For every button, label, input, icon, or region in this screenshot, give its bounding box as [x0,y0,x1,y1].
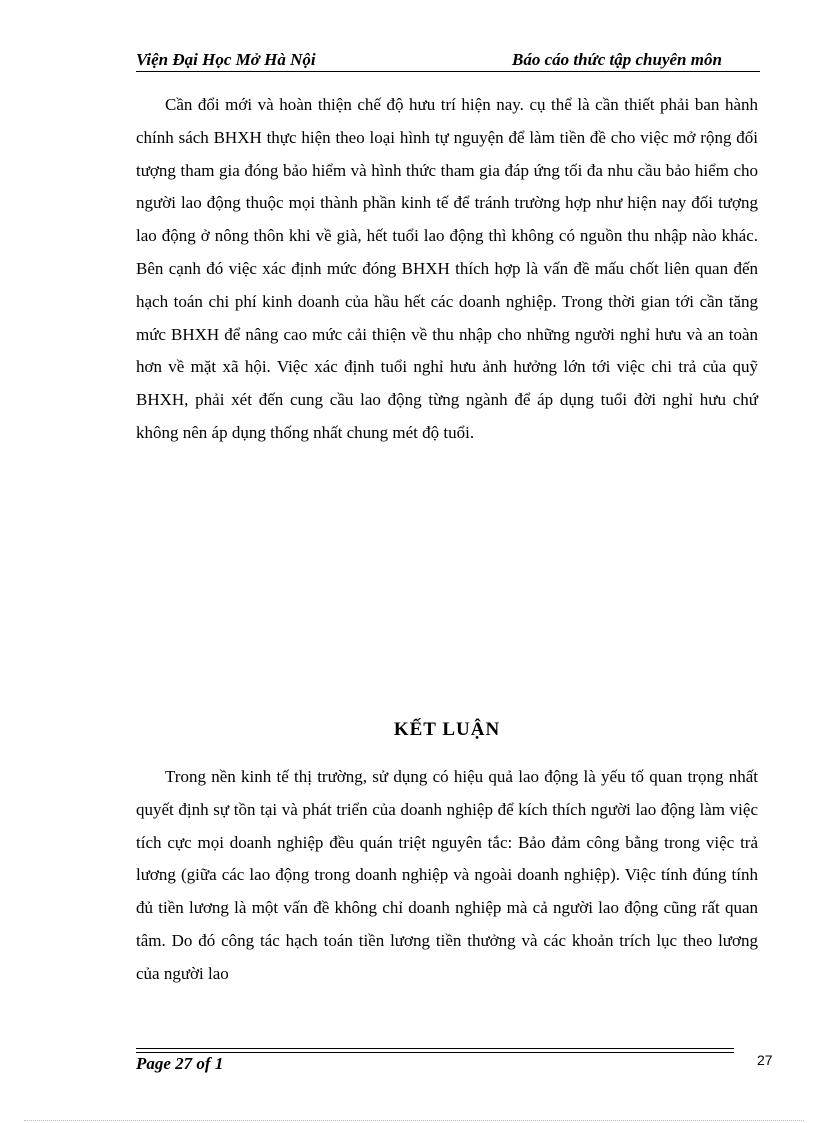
page-bottom-divider [24,1120,804,1121]
header-report-title: Báo cáo thức tập chuyên môn [512,50,722,69]
footer-page-label: Page 27 of 1 [136,1054,224,1073]
footer-rule [136,1048,734,1053]
conclusion-heading: KẾT LUẬN [393,719,501,740]
body-paragraph-1: Cần đổi mới và hoàn thiện chế độ hưu trí hiện nay. cụ thể là cần thiết phải ban hành chính sách BHXH thực hiện theo loại hình tự nguyện để làm tiền đề cho việc mở rộng đối tượng tham gia đóng bảo hiểm và hình thức tham gia đáp ứng tối đa nhu cầu bảo hiểm cho người lao động thuộc mọi thành phần kinh tế để tránh trường hợp như hiện nay đối tượng lao động ở nông thôn khi về già, hết tuổi lao động thì không có nguồn thu nhập nào khác. Bên cạnh đó việc xác định mức đóng BHXH thích hợp là vấn đề mấu chốt liên quan đến hạch toán chi phí kinh doanh của hầu hết các doanh nghiệp. Trong thời gian tới cần tăng mức BHXH để nâng cao mức cải thiện về thu nhập cho những người nghỉ hưu và an toàn hơn về mặt xã hội. Việc xác định tuổi nghỉ hưu ảnh hưởng lớn tới việc chi trả của quỹ BHXH, phải xét đến cung cầu lao động từng ngành để áp dụng tuổi đời nghỉ hưu chứ không nên áp dụng thống nhất chung mét độ tuổi. [136,95,758,442]
header-institution: Viện Đại Học Mở Hà Nội [136,50,316,69]
body-paragraph-2: Trong nền kinh tế thị trường, sử dụng có hiệu quả lao động là yếu tố quan trọng nhất quyết định sự tồn tại và phát triển của doanh nghiệp để kích thích người lao động làm việc tích cực mọi doanh nghiệp đều quán triệt nguyên tắc: Bảo đảm công bằng trong việc trả lương (giữa các lao động trong doanh nghiệp và ngoài doanh nghiệp). Việc tính đúng tính đủ tiền lương là một vấn đề không chỉ doanh nghiệp mà cả người lao động cũng rất quan tâm. Do đó công tác hạch toán tiền lương tiền thưởng và các khoản trích lục theo lương của người lao [136,767,758,983]
header-rule [136,71,760,72]
page-number: 27 [757,1052,773,1068]
